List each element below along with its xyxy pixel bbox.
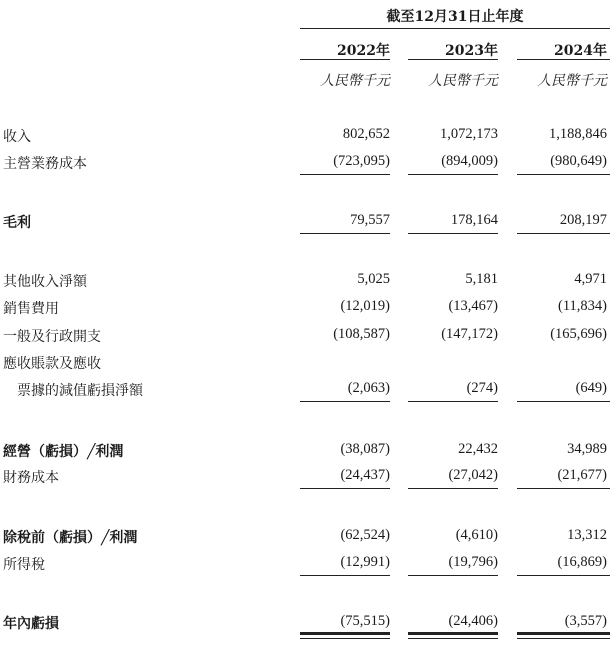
operating-result-2023: 22,432 — [458, 441, 498, 457]
admin-expenses-2023: (147,172) — [441, 326, 498, 342]
impairment-2024: (649) — [575, 380, 607, 396]
subtotal-rule — [408, 575, 498, 576]
row-label-admin-expenses: 一般及行政開支 — [3, 329, 101, 345]
year-2023-rule — [408, 59, 498, 60]
finance-costs-2024: (21,677) — [557, 467, 607, 483]
row-label-operating-result: 經營（虧損）╱利潤 — [3, 444, 124, 460]
unit-label-2022: 人民幣千元 — [320, 73, 390, 89]
operating-result-2022: (38,087) — [340, 441, 390, 457]
revenue-2022: 802,652 — [342, 126, 390, 142]
total-double-rule-top — [408, 632, 498, 635]
revenue-2023: 1,072,173 — [440, 126, 498, 142]
cost-of-sales-2023: (894,009) — [441, 153, 498, 169]
admin-expenses-2022: (108,587) — [333, 326, 390, 342]
subtotal-rule — [408, 233, 498, 234]
year-2023-header: 2023年 — [445, 43, 498, 59]
total-double-rule-bottom — [408, 638, 498, 639]
impairment-2022: (2,063) — [347, 380, 390, 396]
row-label-pretax-result: 除稅前（虧損）╱利潤 — [3, 530, 138, 546]
subtotal-rule — [300, 233, 390, 234]
finance-costs-2022: (24,437) — [340, 467, 390, 483]
loss-for-year-2024: (3,557) — [564, 613, 607, 629]
pretax-result-2024: 13,312 — [567, 527, 607, 543]
operating-result-2024: 34,989 — [567, 441, 607, 457]
gross-profit-2022: 79,557 — [350, 212, 390, 228]
row-label-cost-of-sales: 主營業務成本 — [3, 156, 87, 172]
income-tax-2022: (12,991) — [340, 554, 390, 570]
year-2022-rule — [300, 59, 390, 60]
pretax-result-2023: (4,610) — [455, 527, 498, 543]
subtotal-rule — [300, 575, 390, 576]
impairment-2023: (274) — [466, 380, 498, 396]
other-income-2024: 4,971 — [574, 271, 607, 287]
finance-costs-2023: (27,042) — [448, 467, 498, 483]
subtotal-rule — [408, 401, 498, 402]
cost-of-sales-2022: (723,095) — [333, 153, 390, 169]
total-double-rule-top — [300, 632, 390, 635]
subtotal-rule — [517, 233, 610, 234]
subtotal-rule — [517, 575, 610, 576]
subtotal-rule — [408, 174, 498, 175]
other-income-2023: 5,181 — [465, 271, 498, 287]
gross-profit-2023: 178,164 — [450, 212, 498, 228]
cost-of-sales-2024: (980,649) — [550, 153, 607, 169]
subtotal-rule — [517, 488, 610, 489]
subtotal-rule — [300, 174, 390, 175]
row-label-impairment-line1: 應收賬款及應收 — [3, 356, 101, 372]
pretax-result-2022: (62,524) — [340, 527, 390, 543]
row-label-income-tax: 所得稅 — [3, 557, 45, 573]
total-double-rule-top — [517, 632, 610, 635]
unit-label-2023: 人民幣千元 — [428, 73, 498, 89]
admin-expenses-2024: (165,696) — [550, 326, 607, 342]
row-label-selling-expenses: 銷售費用 — [3, 301, 59, 317]
subtotal-rule — [300, 401, 390, 402]
selling-expenses-2024: (11,834) — [558, 298, 607, 314]
subtotal-rule — [300, 488, 390, 489]
unit-label-2024: 人民幣千元 — [537, 73, 607, 89]
row-label-loss-for-year: 年內虧損 — [3, 616, 59, 632]
total-double-rule-bottom — [517, 638, 610, 639]
loss-for-year-2022: (75,515) — [340, 613, 390, 629]
subtotal-rule — [517, 401, 610, 402]
revenue-2024: 1,188,846 — [549, 126, 607, 142]
header-rule — [300, 28, 610, 29]
row-label-other-income: 其他收入淨額 — [3, 274, 87, 290]
row-label-revenue: 收入 — [3, 129, 31, 145]
loss-for-year-2023: (24,406) — [448, 613, 498, 629]
row-label-finance-costs: 財務成本 — [3, 470, 59, 486]
subtotal-rule — [408, 488, 498, 489]
subtotal-rule — [517, 174, 610, 175]
year-2024-header: 2024年 — [554, 43, 607, 59]
row-label-gross-profit: 毛利 — [3, 215, 31, 231]
year-2022-header: 2022年 — [337, 43, 390, 59]
gross-profit-2024: 208,197 — [559, 212, 607, 228]
total-double-rule-bottom — [300, 638, 390, 639]
year-2024-rule — [517, 59, 610, 60]
other-income-2022: 5,025 — [357, 271, 390, 287]
income-tax-2023: (19,796) — [448, 554, 498, 570]
income-tax-2024: (16,869) — [557, 554, 607, 570]
period-header: 截至12月31日止年度 — [386, 9, 524, 25]
row-label-impairment-line2: 票據的減值虧損淨額 — [17, 383, 143, 399]
selling-expenses-2022: (12,019) — [340, 298, 390, 314]
selling-expenses-2023: (13,467) — [448, 298, 498, 314]
